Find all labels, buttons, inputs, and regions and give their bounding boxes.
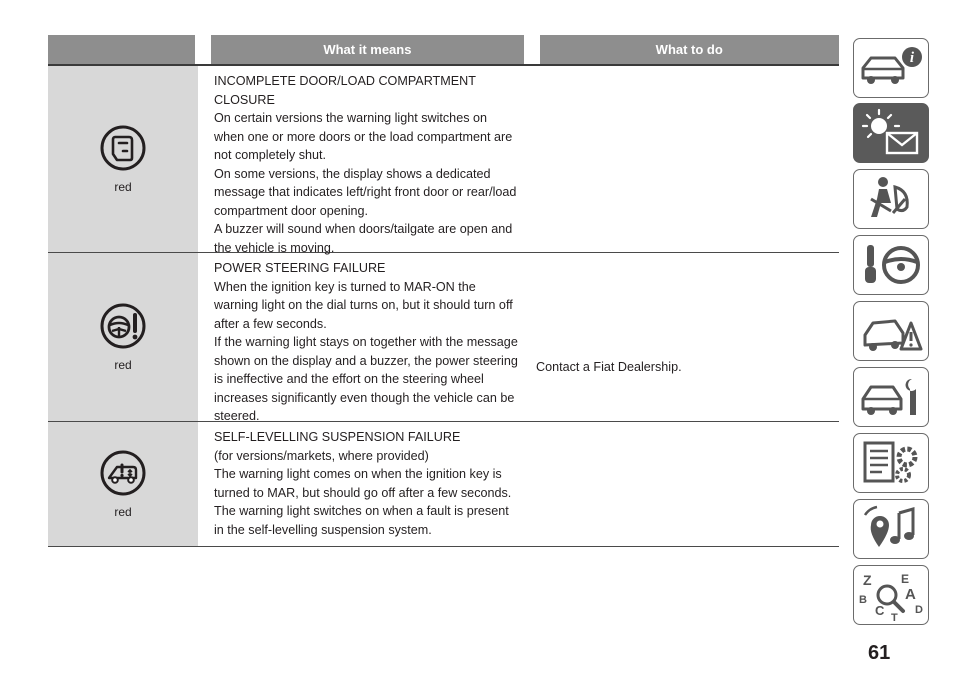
index-search-icon — [857, 569, 925, 621]
text-line: after a few seconds. — [214, 316, 327, 331]
header-what-it-means: What it means — [211, 35, 523, 64]
icon-cell — [48, 422, 198, 546]
text-line: compartment door opening. — [214, 203, 369, 218]
svg-text:A: A — [905, 586, 916, 603]
svg-text:D: D — [915, 604, 923, 616]
svg-text:C: C — [875, 603, 885, 618]
technical-data-icon — [857, 437, 925, 489]
tab-emergency[interactable] — [853, 301, 929, 361]
text-line: INCOMPLETE DOOR/LOAD COMPARTMENT — [214, 74, 476, 88]
text-line: On some versions, the display shows a dedicated — [214, 166, 491, 181]
tab-car-info[interactable] — [853, 38, 929, 98]
text-line: warning light on the dial turns on, but it should turn off — [214, 298, 513, 312]
text-line: CLOSURE — [214, 92, 275, 107]
tab-starting-driving[interactable] — [853, 235, 929, 295]
svg-text:E: E — [901, 572, 910, 586]
table-row — [48, 253, 839, 422]
text-line: not completely shut. — [214, 148, 327, 162]
car-maintenance-icon — [857, 371, 925, 423]
power-steering-warning-icon — [99, 302, 147, 350]
page-number: 61 — [868, 642, 891, 664]
meaning-cell — [214, 422, 532, 546]
emergency-car-icon — [857, 305, 925, 357]
icon-cell — [48, 253, 198, 421]
svg-text:B: B — [859, 594, 867, 606]
door-open-warning-icon — [99, 124, 147, 172]
svg-text:T: T — [891, 612, 898, 621]
text-line: steered. — [214, 409, 260, 423]
tab-maintenance[interactable] — [853, 367, 929, 427]
header-icon-column — [48, 35, 195, 64]
icon-cell — [48, 66, 198, 252]
key-steering-wheel-icon — [857, 239, 925, 291]
text-line: A buzzer will sound when doors/tailgate are open and — [214, 222, 513, 236]
tab-safety[interactable] — [853, 169, 929, 229]
table-header — [48, 35, 839, 66]
svg-text:i: i — [909, 50, 915, 66]
meaning-cell — [214, 253, 532, 421]
text-line: POWER STEERING FAILURE — [214, 261, 386, 275]
text-line: (for versions/markets, where provided) — [214, 448, 429, 463]
text-line: The warning light comes on when the ignition key is — [214, 467, 502, 481]
text-line: message that indicates left/right front door or rear/load — [214, 185, 517, 199]
color-label: red — [114, 180, 132, 194]
text-line: when one or more doors or the load compartment are — [214, 129, 513, 144]
color-label: red — [114, 358, 132, 372]
svg-text:Z: Z — [863, 572, 872, 588]
text-line: the vehicle is moving. — [214, 240, 335, 255]
car-info-icon — [857, 42, 925, 94]
table-row — [48, 66, 839, 253]
multimedia-icon — [857, 503, 925, 555]
tab-warning-lights[interactable] — [853, 103, 929, 163]
text-line: turned to MAR, but should go off after a few seconds. — [214, 485, 512, 500]
meaning-cell — [214, 66, 532, 255]
warning-lights-table — [48, 35, 839, 547]
what-to-do-text: Contact a Fiat Dealership. — [536, 360, 682, 374]
text-line: If the warning light stays on together with the message — [214, 335, 518, 349]
table-row — [48, 422, 839, 547]
tab-index[interactable] — [853, 565, 929, 625]
color-label: red — [114, 505, 132, 519]
header-what-to-do: What to do — [540, 35, 839, 64]
text-line: increases significantly even though the vehicle can be — [214, 390, 515, 405]
text-line: On certain versions the warning light switches on — [214, 111, 487, 125]
text-line: in the self-levelling suspension system. — [214, 522, 432, 537]
safety-seat-airbag-icon — [857, 173, 925, 225]
text-line: The warning light switches on when a fault is present — [214, 504, 509, 518]
tab-technical-data[interactable] — [853, 433, 929, 493]
warning-lights-messages-icon — [857, 107, 925, 159]
text-line: is ineffective and the effort on the steering wheel — [214, 372, 484, 386]
text-line: shown on the display and a buzzer, the power steering — [214, 353, 518, 368]
text-line: SELF-LEVELLING SUSPENSION FAILURE — [214, 430, 461, 444]
tab-multimedia[interactable] — [853, 499, 929, 559]
suspension-warning-icon — [99, 449, 147, 497]
text-line: When the ignition key is turned to MAR-ON the — [214, 279, 476, 294]
